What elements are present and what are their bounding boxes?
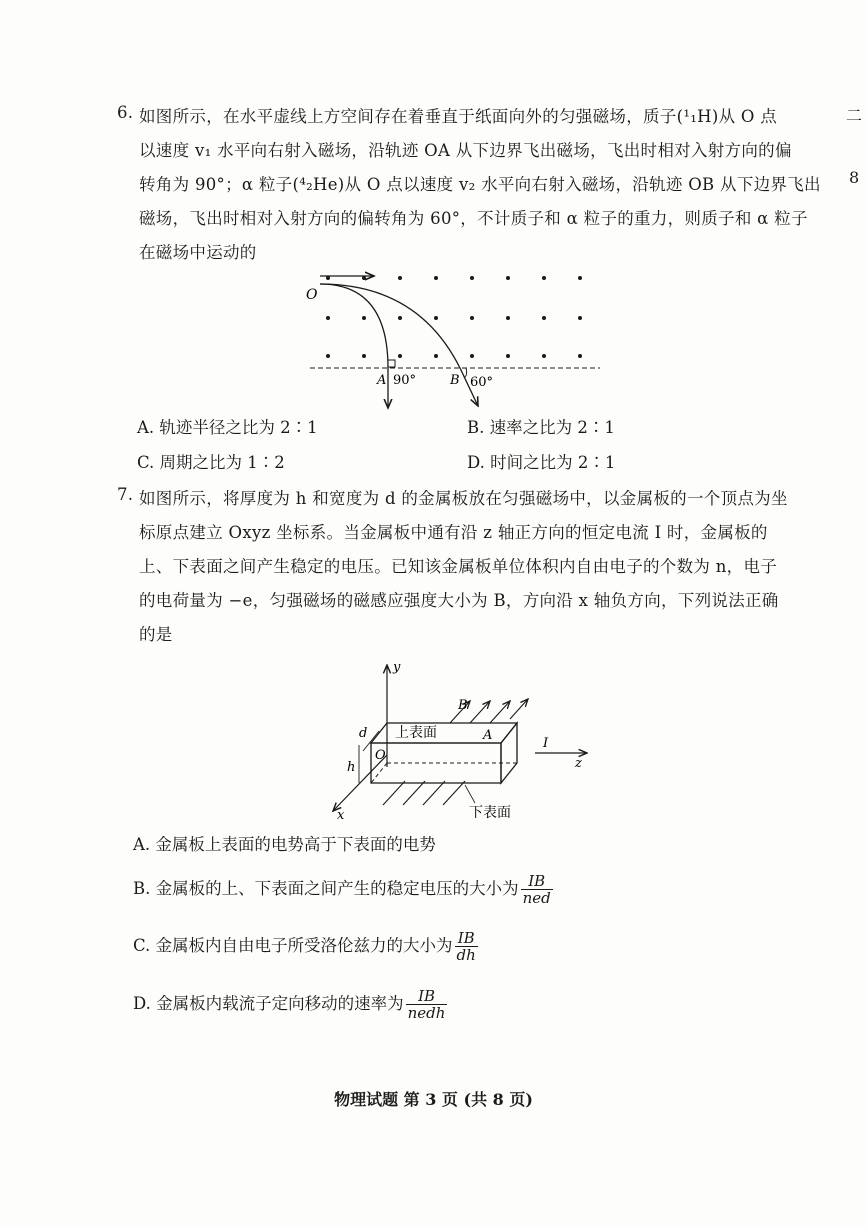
question-7-line-3: 上、下表面之间产生稳定的电压。已知该金属板单位体积内自由电子的个数为 n，电子: [139, 557, 778, 576]
fraction-denominator: nedh: [407, 1004, 446, 1022]
trajectory-OA: [320, 284, 388, 368]
figure-6-trajectory-diagram: [300, 262, 610, 412]
question-6-line-4: 磁场，飞出时相对入射方向的偏转角为 60°，不计质子和 α 粒子的重力，则质子和 α 粒子: [139, 209, 808, 228]
question-7-line-1: 如图所示，将厚度为 h 和宽度为 d 的金属板放在匀强磁场中，以金属板的一个顶点为坐: [139, 489, 788, 508]
fraction-numerator: IB: [455, 930, 478, 947]
q7-option-b[interactable]: [133, 873, 553, 906]
page-footer: 物理试题 第 3 页 (共 8 页): [334, 1090, 533, 1109]
label-I: I: [543, 736, 549, 751]
trajectory-OB: [320, 284, 460, 368]
bottom-surface-pointer: [465, 785, 475, 803]
question-6-line-5: 在磁场中运动的: [139, 243, 257, 262]
label-O: O: [375, 748, 386, 763]
q7-option-b-text: B. 金属板的上、下表面之间产生的稳定电压的大小为: [133, 879, 519, 898]
q6-option-c[interactable]: C. 周期之比为 1∶2: [137, 453, 285, 472]
q6-option-d[interactable]: D. 时间之比为 2∶1: [467, 453, 616, 472]
label-top-surface: 上表面: [395, 725, 437, 741]
q7-option-c-fraction: [455, 930, 478, 963]
angle-label-60: 60°: [470, 375, 494, 390]
label-B: B: [450, 373, 460, 388]
label-A: A: [377, 373, 387, 388]
right-angle-mark: [388, 360, 395, 367]
q7-option-d[interactable]: [133, 988, 447, 1021]
q7-option-b-fraction: [521, 873, 553, 906]
label-y: y: [393, 660, 401, 675]
question-6-line-1: 如图所示，在水平虚线上方空间存在着垂直于纸面向外的匀强磁场，质子(¹₁H)从 O 点: [139, 107, 778, 126]
figure-7-metal-plate-diagram: [325, 655, 600, 825]
question-7-line-2: 标原点建立 Oxyz 坐标系。当金属板中通有沿 z 轴正方向的恒定电流 I 时，金属板的: [139, 523, 768, 542]
question-7-line-4: 的电荷量为 −e，匀强磁场的磁感应强度大小为 B，方向沿 x 轴负方向，下列说法正确: [139, 591, 779, 610]
question-7-line-5: 的是: [139, 625, 173, 644]
label-h: h: [347, 760, 356, 775]
label-z: z: [575, 756, 582, 771]
label-bottom-surface: 下表面: [469, 805, 511, 821]
label-x: x: [337, 808, 345, 823]
q6-option-b[interactable]: B. 速率之比为 2∶1: [467, 418, 615, 437]
magnetic-field-dots: [326, 276, 582, 358]
magnetic-field-arrows: [383, 699, 528, 805]
q7-option-c[interactable]: [133, 930, 478, 963]
fraction-denominator: dh: [456, 946, 476, 964]
hidden-edges: [371, 723, 517, 783]
metal-plate-box: [371, 723, 517, 783]
label-A: A: [483, 728, 493, 743]
question-6-line-2: 以速度 v₁ 水平向右射入磁场，沿轨迹 OA 从下边界飞出磁场，飞出时相对入射方向的偏: [139, 141, 792, 160]
question-6-line-3: 转角为 90°；α 粒子(⁴₂He)从 O 点以速度 v₂ 水平向右射入磁场，沿轨迹 OB 从下边界飞出: [139, 175, 821, 194]
q7-option-d-text: D. 金属板内载流子定向移动的速率为: [133, 994, 404, 1013]
label-B: B: [458, 698, 468, 713]
question-6-number: 6.: [117, 103, 134, 122]
q7-option-d-fraction: [406, 988, 448, 1021]
q7-option-c-text: C. 金属板内自由电子所受洛伦兹力的大小为: [133, 936, 453, 955]
question-7-number: 7.: [117, 485, 134, 504]
q6-option-a[interactable]: A. 轨迹半径之比为 2∶1: [137, 418, 318, 437]
label-O: O: [306, 287, 318, 303]
fraction-numerator: IB: [521, 873, 553, 890]
edge-mark-top: 二: [846, 106, 863, 125]
angle-label-90: 90°: [393, 373, 417, 388]
edge-mark-bottom: 8: [849, 168, 860, 187]
label-d: d: [359, 726, 368, 741]
q7-option-a[interactable]: A. 金属板上表面的电势高于下表面的电势: [133, 835, 436, 854]
fraction-numerator: IB: [406, 988, 448, 1005]
fraction-denominator: ned: [522, 889, 551, 907]
